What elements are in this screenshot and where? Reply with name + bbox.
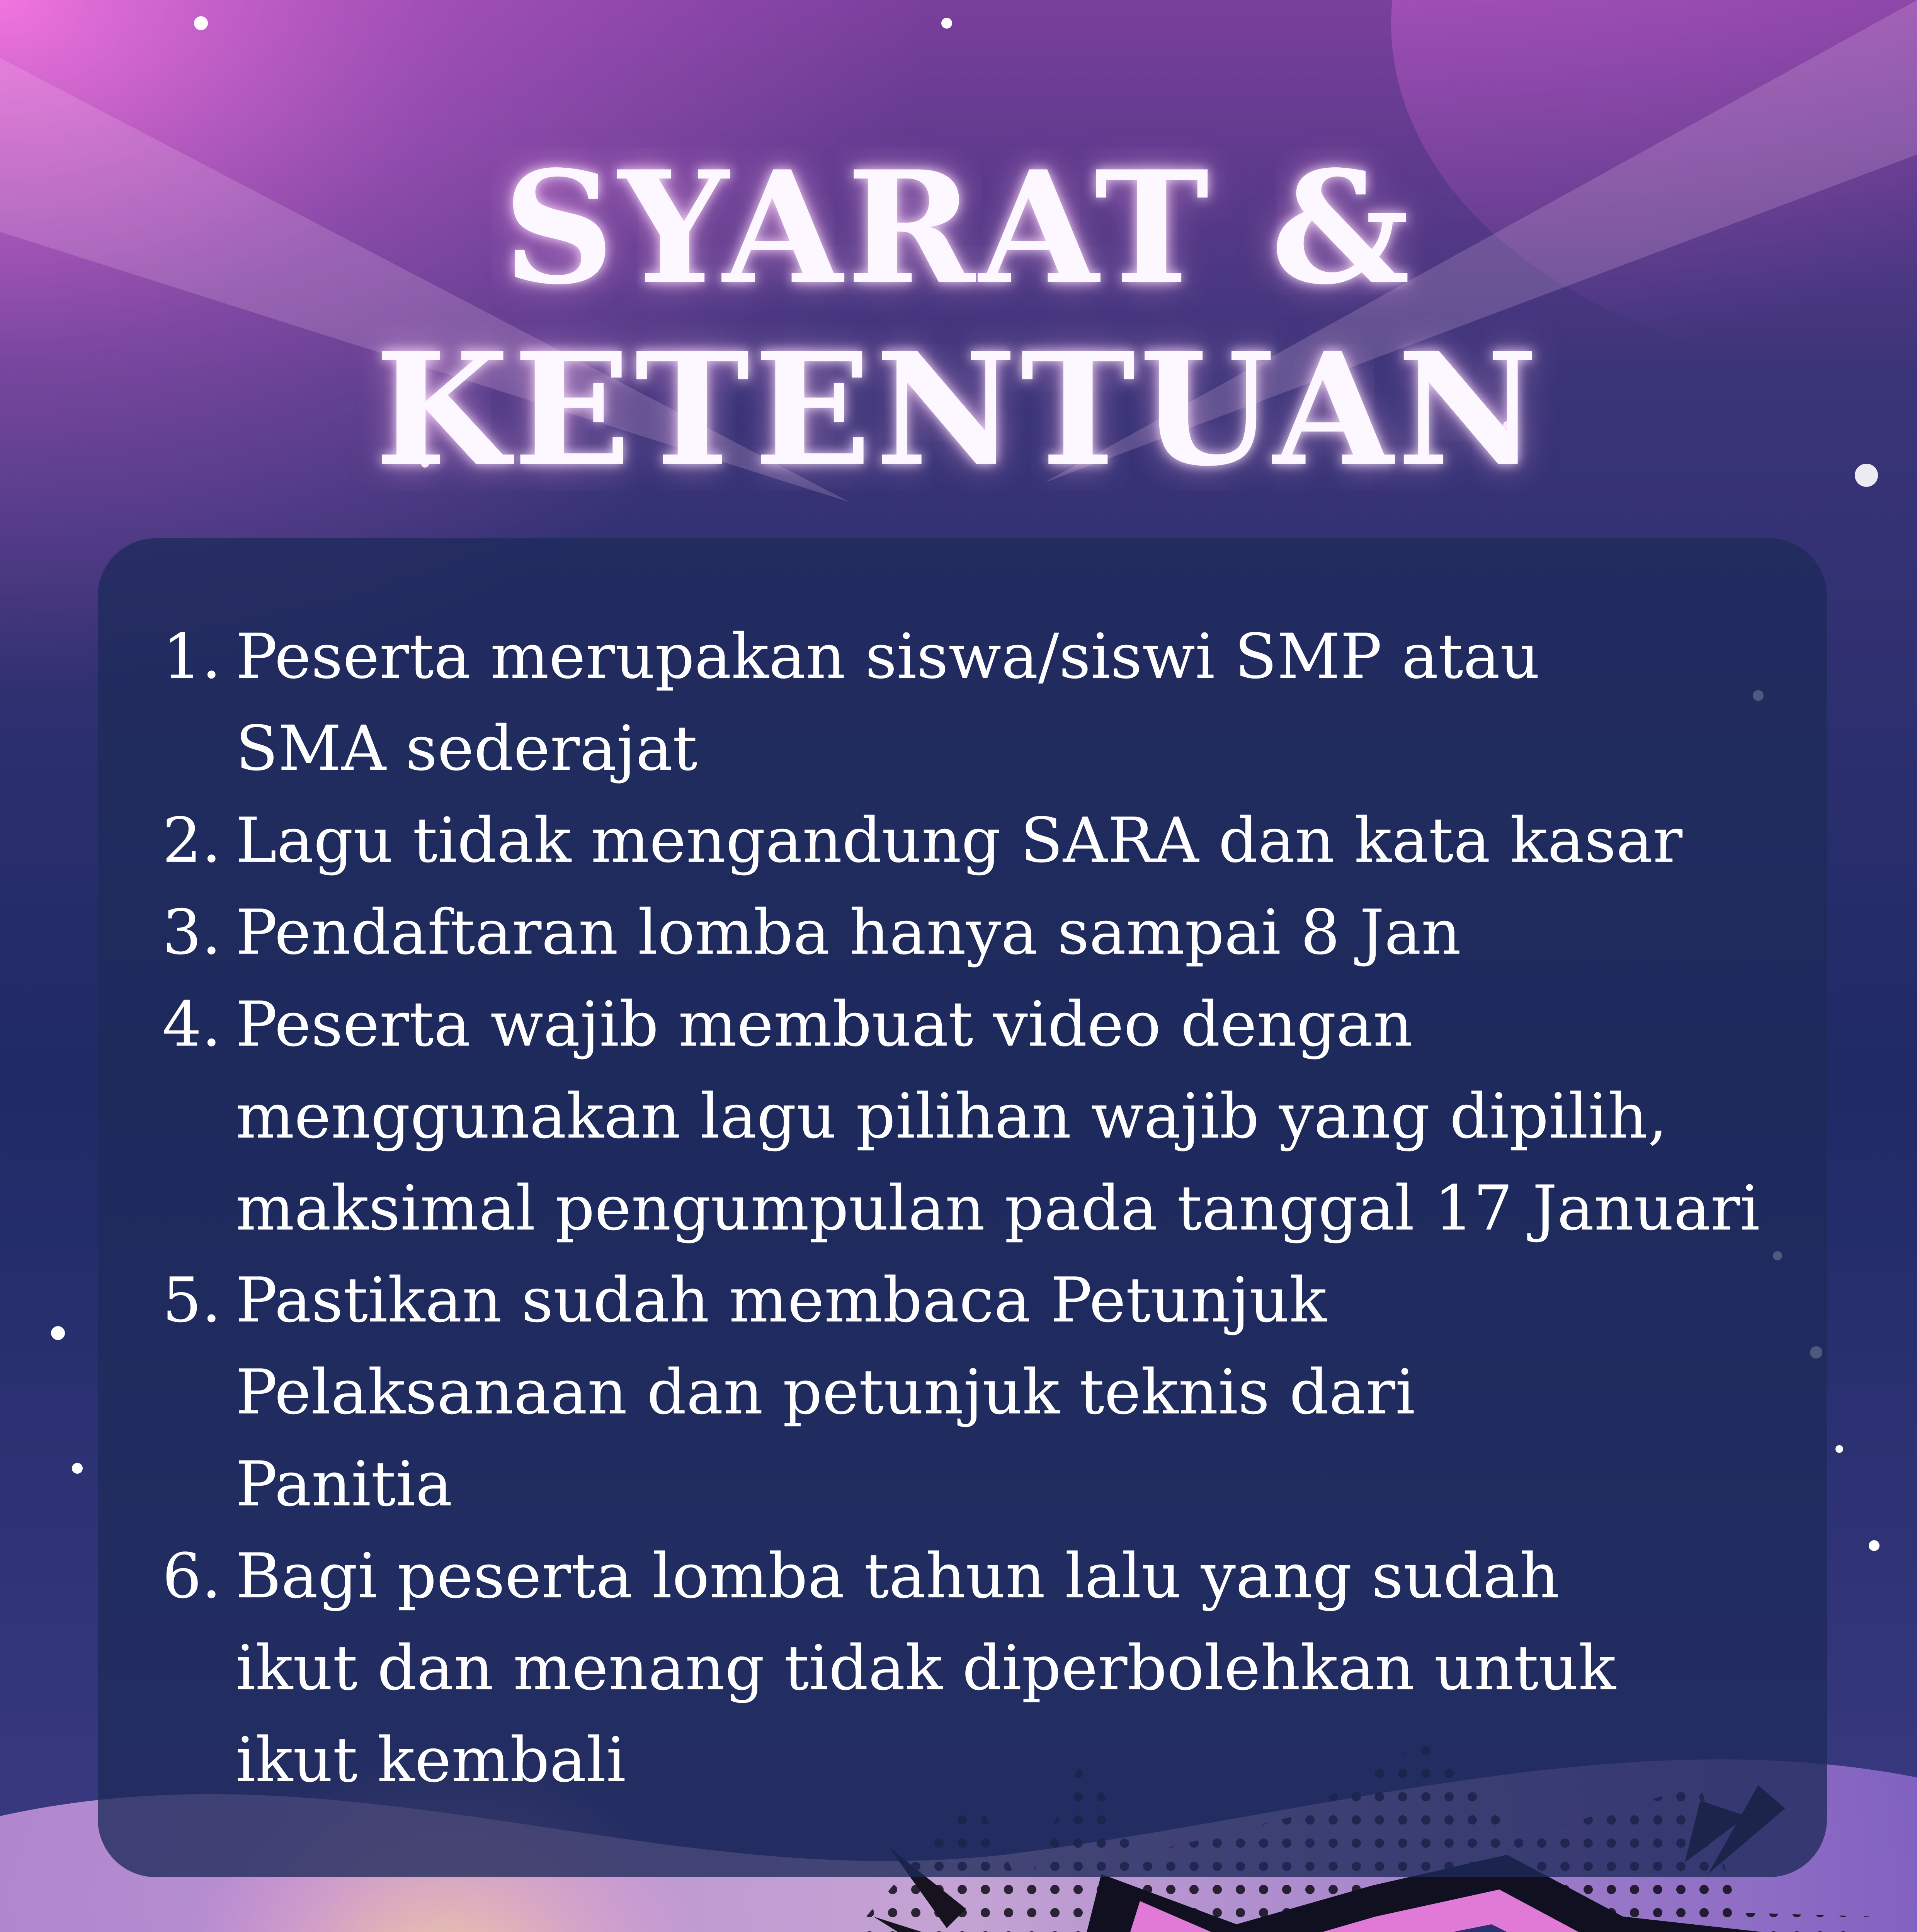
rule-text: Pastikan sudah membaca Petunjuk Pelaksanaan dan petunjuk teknis dari Panitia (236, 1264, 1415, 1520)
rule-text: Peserta merupakan siswa/siswi SMP atau SMA sederajat (236, 620, 1540, 784)
rule-number: 6. (162, 1540, 221, 1612)
rule-number: 2. (162, 804, 221, 876)
rule-text: Bagi peserta lomba tahun lalu yang sudah ikut dan menang tidak diperbolehkan untuk ikut kembali (236, 1540, 1616, 1796)
rule-item (162, 1254, 1785, 1530)
rule-number: 3. (162, 896, 221, 968)
rule-text: Lagu tidak mengandung SARA dan kata kasar (236, 804, 1683, 876)
rule-text: Pendaftaran lomba hanya sampai 8 Jan (236, 896, 1461, 968)
rule-item (162, 1530, 1785, 1806)
rule-item (162, 978, 1785, 1254)
title-line-2: KETENTUAN (375, 319, 1542, 500)
rule-item (162, 611, 1785, 794)
rules-list (162, 611, 1785, 1806)
rule-text: Peserta wajib membuat video dengan menggunakan lagu pilihan wajib yang dipilih, maksimal pengumpulan pada tanggal 17 Januari (236, 988, 1760, 1244)
title-line-1: SYARAT & (503, 137, 1414, 319)
rule-number: 1. (162, 620, 221, 692)
rule-number: 4. (162, 988, 221, 1060)
rule-item (162, 886, 1785, 978)
rule-number: 5. (162, 1264, 221, 1336)
rule-item (162, 794, 1785, 886)
